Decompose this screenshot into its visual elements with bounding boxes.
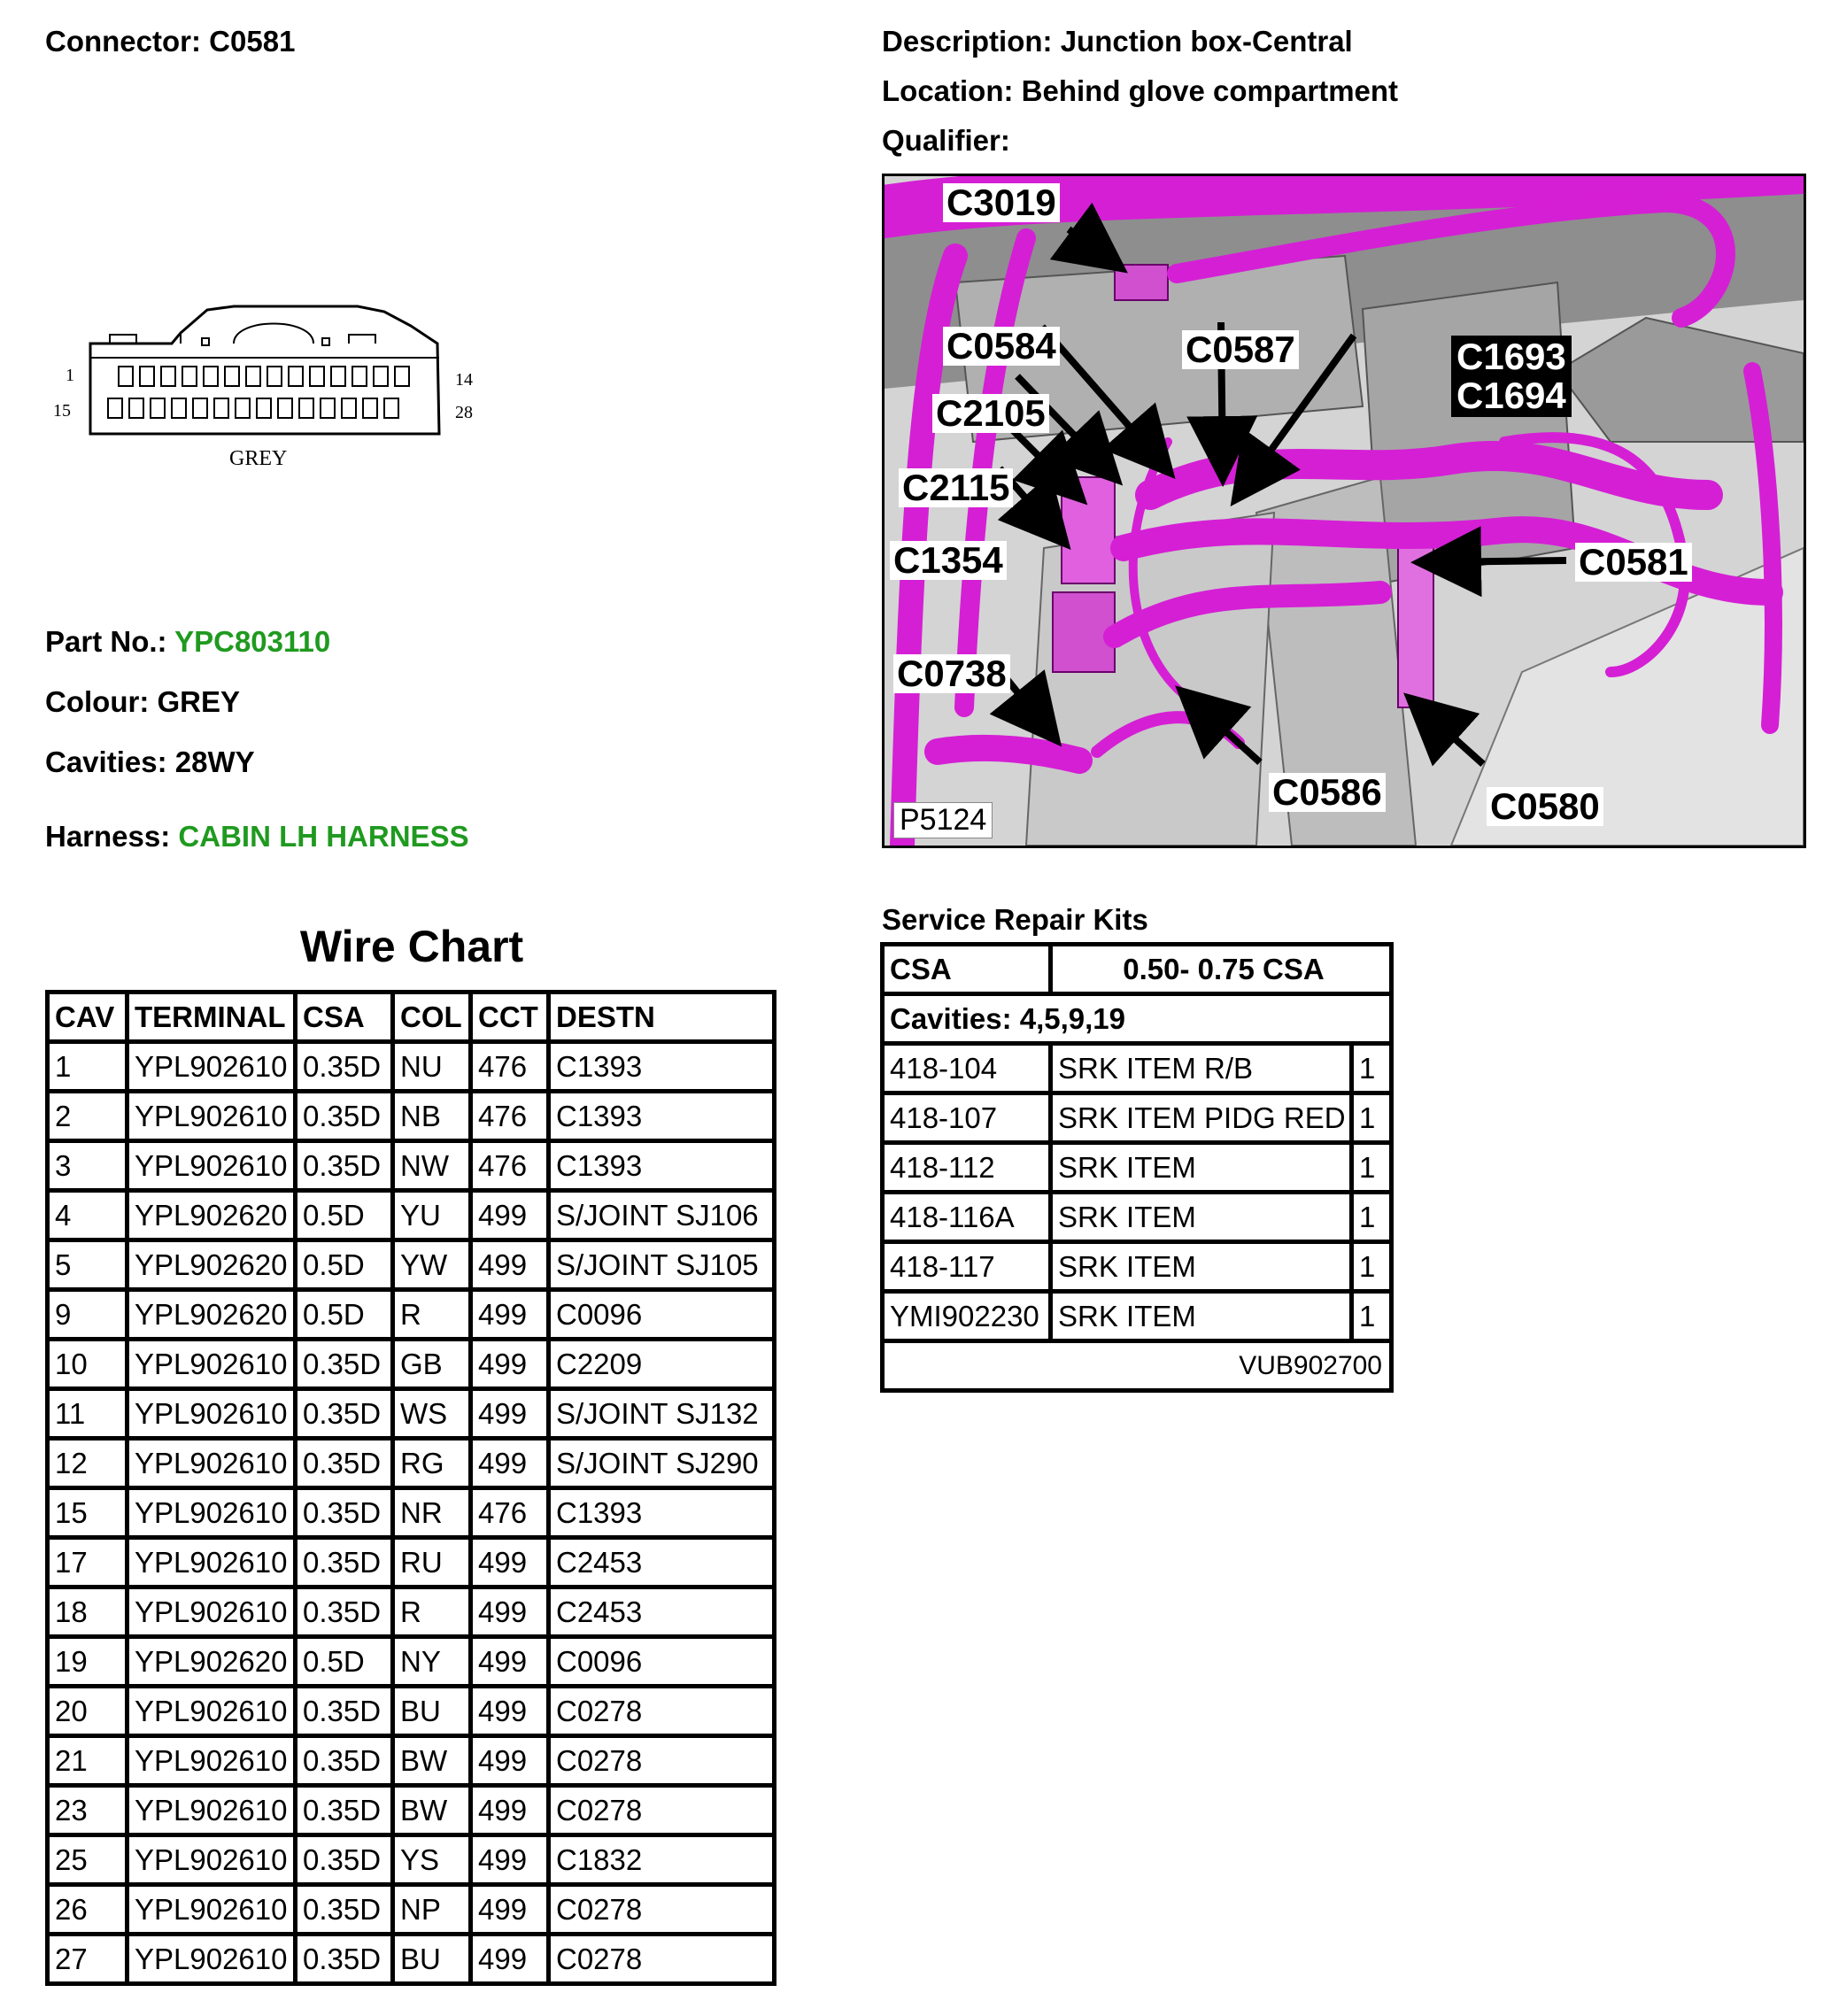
cell-cav: 4: [50, 1193, 129, 1242]
cell-cav: 12: [50, 1441, 129, 1490]
connector-heading: [45, 25, 295, 58]
table-row: [50, 1589, 772, 1639]
kit-description: SRK ITEM: [1053, 1145, 1354, 1194]
kit-description: SRK ITEM: [1053, 1294, 1354, 1343]
cell-col: R: [395, 1589, 473, 1639]
cell-destn: C0096: [551, 1639, 772, 1688]
cell-csa: 0.35D: [297, 1738, 395, 1788]
pin-cavity: [204, 367, 218, 386]
connector-face-drawing: [48, 301, 508, 478]
kit-quantity: 1: [1354, 1244, 1389, 1294]
qualifier-label: Qualifier:: [882, 124, 1010, 157]
part-number-link[interactable]: YPC803110: [174, 625, 331, 658]
cell-cct: 499: [473, 1540, 551, 1589]
cell-csa: 0.35D: [297, 1143, 395, 1193]
table-row: [50, 1143, 772, 1193]
cell-csa: 0.35D: [297, 1688, 395, 1738]
cell-cav: 23: [50, 1788, 129, 1837]
callout-c1693-c1694: [1451, 336, 1572, 417]
list-item: [885, 1046, 1389, 1095]
cell-terminal: YPL902610: [129, 1589, 297, 1639]
cell-destn: C1393: [551, 1490, 772, 1540]
cell-terminal: YPL902610: [129, 1341, 297, 1391]
table-row: [50, 1242, 772, 1292]
cell-csa: 0.35D: [297, 1044, 395, 1093]
cell-cav: 1: [50, 1044, 129, 1093]
cell-cct: 499: [473, 1639, 551, 1688]
cell-cct: 499: [473, 1589, 551, 1639]
table-row: [50, 1292, 772, 1341]
cell-col: WS: [395, 1391, 473, 1441]
pin-label-15: 15: [53, 401, 71, 421]
pin-cavity: [161, 367, 175, 386]
cavities-value: 28WY: [174, 745, 255, 778]
pin-cavity: [140, 367, 154, 386]
kit-part: 418-104: [885, 1046, 1053, 1095]
cell-cct: 499: [473, 1341, 551, 1391]
column-header-destn: DESTN: [551, 994, 772, 1044]
cell-terminal: YPL902610: [129, 1143, 297, 1193]
cell-cct: 499: [473, 1688, 551, 1738]
table-row: [50, 1788, 772, 1837]
kit-part: 418-112: [885, 1145, 1053, 1194]
cell-cav: 27: [50, 1936, 129, 1981]
cell-destn: S/JOINT SJ290: [551, 1441, 772, 1490]
cell-col: RU: [395, 1540, 473, 1589]
wire-chart-header-row: [50, 994, 772, 1044]
table-row: [50, 1837, 772, 1887]
kit-quantity: 1: [1354, 1095, 1389, 1145]
pin-cavity: [119, 367, 133, 386]
connector-label: Connector:: [45, 25, 201, 58]
list-item: [885, 1194, 1389, 1244]
table-row: [50, 1936, 772, 1981]
pin-cavity: [321, 398, 335, 418]
kit-quantity: 1: [1354, 1194, 1389, 1244]
list-item: [885, 1145, 1389, 1194]
cell-col: YW: [395, 1242, 473, 1292]
cell-terminal: YPL902610: [129, 1540, 297, 1589]
cell-terminal: YPL902620: [129, 1639, 297, 1688]
cell-csa: 0.5D: [297, 1639, 395, 1688]
location-line: [882, 74, 1398, 108]
pin-cavity: [342, 398, 356, 418]
cell-csa: 0.35D: [297, 1788, 395, 1837]
pin-cavity: [193, 398, 207, 418]
cell-cav: 26: [50, 1887, 129, 1936]
csa-range: 0.50- 0.75 CSA: [1053, 946, 1389, 996]
cell-cav: 5: [50, 1242, 129, 1292]
pin-cavity: [246, 367, 260, 386]
cell-col: NY: [395, 1639, 473, 1688]
location-photo: [882, 174, 1806, 848]
cell-terminal: YPL902610: [129, 1391, 297, 1441]
callout-c1693: C1693: [1456, 336, 1566, 377]
cell-col: GB: [395, 1341, 473, 1391]
list-item: [885, 1294, 1389, 1343]
cell-destn: C0096: [551, 1292, 772, 1341]
cell-cct: 499: [473, 1193, 551, 1242]
cell-csa: 0.35D: [297, 1341, 395, 1391]
cavities-line: [45, 745, 255, 779]
cell-cav: 25: [50, 1837, 129, 1887]
kit-description: SRK ITEM R/B: [1053, 1046, 1354, 1095]
table-row: [50, 1044, 772, 1093]
repair-kits-cavities: Cavities: 4,5,9,19: [885, 996, 1389, 1046]
cell-col: RG: [395, 1441, 473, 1490]
location-value: Behind glove compartment: [1021, 74, 1399, 107]
cell-cct: 476: [473, 1093, 551, 1143]
table-row: [50, 1193, 772, 1242]
repair-kits-cavities-row: [885, 996, 1389, 1046]
column-header-cct: CCT: [473, 994, 551, 1044]
callout-c0580: C0580: [1487, 787, 1603, 826]
kit-description: SRK ITEM: [1053, 1194, 1354, 1244]
connector-id: C0581: [209, 25, 296, 58]
cell-cav: 2: [50, 1093, 129, 1143]
callout-c0738: C0738: [893, 654, 1010, 693]
pin-label-14: 14: [455, 370, 473, 390]
kit-part: 418-117: [885, 1244, 1053, 1294]
table-row: [50, 1688, 772, 1738]
cell-cct: 499: [473, 1738, 551, 1788]
cell-terminal: YPL902610: [129, 1887, 297, 1936]
pin-cavity: [331, 367, 345, 386]
wire-chart-body: [50, 1044, 772, 1981]
cell-cav: 17: [50, 1540, 129, 1589]
cell-col: BU: [395, 1688, 473, 1738]
cell-terminal: YPL902610: [129, 1441, 297, 1490]
cell-cct: 499: [473, 1242, 551, 1292]
cell-cav: 21: [50, 1738, 129, 1788]
pin-label-28: 28: [455, 403, 473, 422]
callout-c0581: C0581: [1575, 543, 1692, 582]
table-row: [50, 1490, 772, 1540]
connector-outline-svg: [48, 301, 508, 478]
wire-chart-table: [45, 990, 776, 1986]
cell-csa: 0.35D: [297, 1887, 395, 1936]
callout-c1354: C1354: [890, 541, 1007, 580]
cell-col: YS: [395, 1837, 473, 1887]
table-row: [50, 1341, 772, 1391]
cell-csa: 0.35D: [297, 1490, 395, 1540]
kit-quantity: 1: [1354, 1145, 1389, 1194]
pin-cavity: [395, 367, 409, 386]
cell-csa: 0.35D: [297, 1540, 395, 1589]
cell-destn: C1393: [551, 1093, 772, 1143]
cell-destn: C2453: [551, 1540, 772, 1589]
cell-cav: 19: [50, 1639, 129, 1688]
part-label: Part No.:: [45, 625, 167, 658]
kit-part: YMI902230: [885, 1294, 1053, 1343]
callout-c1694: C1694: [1456, 375, 1566, 416]
kit-description: SRK ITEM: [1053, 1244, 1354, 1294]
pin-cavity: [352, 367, 367, 386]
pin-cavity: [108, 398, 122, 418]
repair-kits-csa-row: [885, 946, 1389, 996]
cell-csa: 0.5D: [297, 1292, 395, 1341]
cell-cct: 476: [473, 1143, 551, 1193]
colour-value: GREY: [157, 685, 241, 718]
pin-cavity: [384, 398, 398, 418]
cell-terminal: YPL902620: [129, 1242, 297, 1292]
pin-cavity: [172, 398, 186, 418]
column-header-col: COL: [395, 994, 473, 1044]
pin-cavity: [310, 367, 324, 386]
cell-cct: 476: [473, 1490, 551, 1540]
harness-label: Harness:: [45, 820, 171, 853]
table-row: [50, 1093, 772, 1143]
pin-cavity: [236, 398, 250, 418]
cell-cct: 476: [473, 1044, 551, 1093]
cell-terminal: YPL902610: [129, 1936, 297, 1981]
repair-kits-body: [885, 946, 1389, 1388]
cell-terminal: YPL902610: [129, 1093, 297, 1143]
cell-destn: C1832: [551, 1837, 772, 1887]
cell-terminal: YPL902610: [129, 1490, 297, 1540]
location-label: Location:: [882, 74, 1014, 107]
cell-col: BW: [395, 1738, 473, 1788]
callout-c2105: C2105: [932, 394, 1049, 433]
cell-cav: 18: [50, 1589, 129, 1639]
cell-csa: 0.35D: [297, 1093, 395, 1143]
pin-cavity: [225, 367, 239, 386]
callout-c2115: C2115: [899, 468, 1013, 507]
cell-destn: C1393: [551, 1143, 772, 1193]
table-row: [50, 1441, 772, 1490]
cell-destn: C1393: [551, 1044, 772, 1093]
cell-cav: 15: [50, 1490, 129, 1540]
photo-illustration: [885, 176, 1804, 846]
pin-cavity: [257, 398, 271, 418]
cell-destn: S/JOINT SJ106: [551, 1193, 772, 1242]
cell-cct: 499: [473, 1441, 551, 1490]
cell-col: R: [395, 1292, 473, 1341]
table-row: [50, 1639, 772, 1688]
photo-reference-id: P5124: [893, 802, 993, 838]
cell-terminal: YPL902610: [129, 1738, 297, 1788]
pin-cavity: [129, 398, 143, 418]
cell-cav: 20: [50, 1688, 129, 1738]
table-row: [50, 1391, 772, 1441]
colour-line: [45, 685, 240, 719]
pin-cavity: [374, 367, 388, 386]
cavities-label: Cavities:: [45, 745, 167, 778]
pin-cavity: [267, 367, 282, 386]
cell-cav: 3: [50, 1143, 129, 1193]
cell-destn: C0278: [551, 1887, 772, 1936]
harness-line: [45, 820, 469, 854]
cell-cct: 499: [473, 1391, 551, 1441]
repair-kit-code-row: [885, 1343, 1389, 1388]
cell-col: BW: [395, 1788, 473, 1837]
column-header-terminal: TERMINAL: [129, 994, 297, 1044]
harness-link[interactable]: CABIN LH HARNESS: [178, 820, 469, 853]
cell-csa: 0.35D: [297, 1837, 395, 1887]
cell-terminal: YPL902620: [129, 1292, 297, 1341]
kit-part: 418-116A: [885, 1194, 1053, 1244]
kit-quantity: 1: [1354, 1294, 1389, 1343]
cell-col: NB: [395, 1093, 473, 1143]
colour-label: Colour:: [45, 685, 150, 718]
table-row: [50, 1738, 772, 1788]
connector-colour-caption: GREY: [229, 447, 288, 470]
csa-label: CSA: [885, 946, 1053, 996]
cell-terminal: YPL902610: [129, 1788, 297, 1837]
cell-col: BU: [395, 1936, 473, 1981]
list-item: [885, 1095, 1389, 1145]
kit-part: 418-107: [885, 1095, 1053, 1145]
cell-col: NU: [395, 1044, 473, 1093]
cell-destn: S/JOINT SJ132: [551, 1391, 772, 1441]
cell-cct: 499: [473, 1788, 551, 1837]
cell-cct: 499: [473, 1887, 551, 1936]
cell-terminal: YPL902610: [129, 1044, 297, 1093]
cell-destn: C2209: [551, 1341, 772, 1391]
callout-c3019: C3019: [943, 183, 1060, 222]
cell-terminal: YPL902620: [129, 1193, 297, 1242]
cell-csa: 0.35D: [297, 1589, 395, 1639]
wire-chart-title: Wire Chart: [299, 922, 524, 971]
cell-csa: 0.35D: [297, 1441, 395, 1490]
table-row: [50, 1887, 772, 1936]
cell-col: NR: [395, 1490, 473, 1540]
cell-cav: 11: [50, 1391, 129, 1441]
pin-cavity: [182, 367, 197, 386]
cell-terminal: YPL902610: [129, 1688, 297, 1738]
kit-description: SRK ITEM PIDG RED: [1053, 1095, 1354, 1145]
cell-destn: C0278: [551, 1738, 772, 1788]
cell-cct: 499: [473, 1292, 551, 1341]
pin-cavity: [289, 367, 303, 386]
callout-c0586: C0586: [1269, 773, 1386, 812]
pin-row-bottom: [108, 398, 398, 418]
description-label: Description:: [882, 25, 1053, 58]
callout-c0584: C0584: [943, 327, 1060, 366]
pin-cavity: [299, 398, 313, 418]
cell-destn: C0278: [551, 1788, 772, 1837]
description-value: Junction box-Central: [1060, 25, 1353, 58]
cell-destn: S/JOINT SJ105: [551, 1242, 772, 1292]
pin-cavity: [363, 398, 377, 418]
cell-cct: 499: [473, 1936, 551, 1981]
description-line: [882, 25, 1353, 58]
cell-csa: 0.35D: [297, 1391, 395, 1441]
part-number-line: [45, 625, 330, 659]
list-item: [885, 1244, 1389, 1294]
pin-label-1: 1: [66, 366, 74, 385]
column-header-cav: CAV: [50, 994, 129, 1044]
table-row: [50, 1540, 772, 1589]
cell-csa: 0.35D: [297, 1936, 395, 1981]
repair-kits-title: Service Repair Kits: [882, 903, 1148, 936]
cell-cav: 9: [50, 1292, 129, 1341]
callout-c0587: C0587: [1182, 330, 1299, 369]
pin-cavity: [214, 398, 228, 418]
pin-cavity: [151, 398, 165, 418]
cell-destn: C2453: [551, 1589, 772, 1639]
pin-cavity: [278, 398, 292, 418]
repair-kit-code: VUB902700: [1239, 1350, 1382, 1380]
cell-csa: 0.5D: [297, 1242, 395, 1292]
cell-col: YU: [395, 1193, 473, 1242]
cell-destn: C0278: [551, 1688, 772, 1738]
cell-csa: 0.5D: [297, 1193, 395, 1242]
cell-cav: 10: [50, 1341, 129, 1391]
kit-quantity: 1: [1354, 1046, 1389, 1095]
column-header-csa: CSA: [297, 994, 395, 1044]
cell-terminal: YPL902610: [129, 1837, 297, 1887]
cell-destn: C0278: [556, 1942, 643, 1975]
cell-col: NW: [395, 1143, 473, 1193]
cell-cct: 499: [473, 1837, 551, 1887]
pin-row-top: [119, 367, 409, 386]
repair-kits-table: [880, 942, 1394, 1393]
cell-col: NP: [395, 1887, 473, 1936]
